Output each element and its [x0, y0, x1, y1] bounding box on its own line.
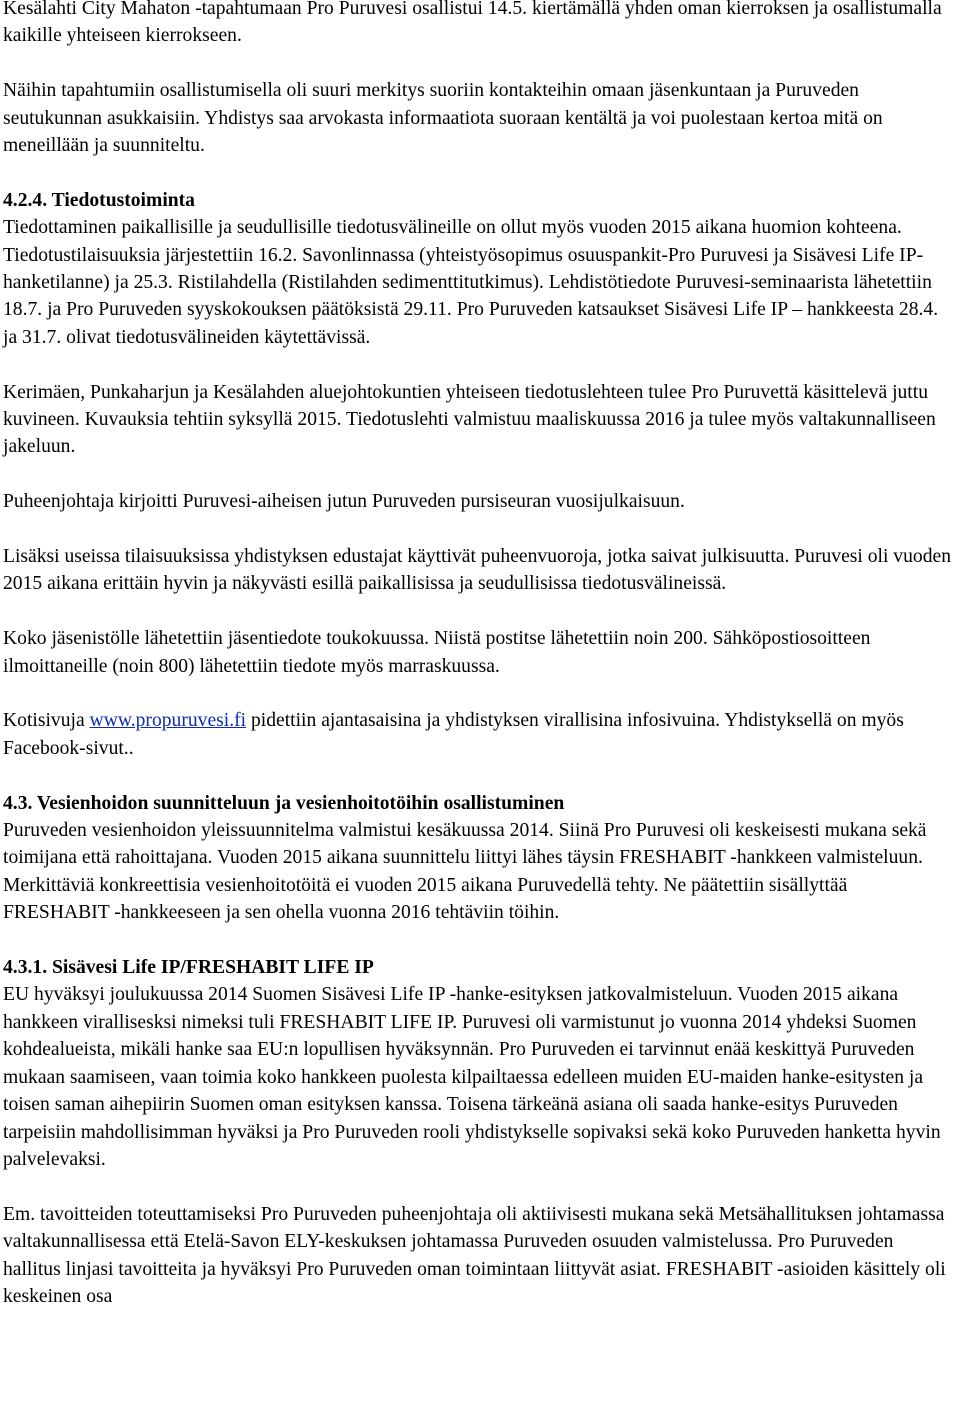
website-link[interactable]: www.propuruvesi.fi: [89, 710, 247, 732]
website-text-before: Kotisivuja: [3, 710, 90, 732]
paragraph-freshabit-preparation: Em. tavoitteiden toteuttamiseksi Pro Puruveden puheenjohtaja oli aktiivisesti mukana sekä Metsähallituksen johtamassa valtakunnallisessa että Etelä-Savon ELY-keskuksen johtamassa Puruveden osuuden valmistelussa. Pro Puruveden hallitus linjasi tavoitteita ja hyväksyi Pro Puruveden oman toimintaan liittyvät asiat. FRESHABIT -asioiden käsittely oli keskeinen osa: [3, 1203, 946, 1307]
paragraph-press-events: Tiedottaminen paikallisille ja seudullisille tiedotusvälineille on ollut myös vuoden 2015 aikana huomion kohteena. Tiedotustilaisuuksia järjestettiin 16.2. Savonlinnassa (yhteistyösopimus osuuspankit-Pro Puruvesi ja Sisävesi Life IP-hanketilanne) ja 25.3. Ristilahdella (Ristilahden sedimenttitutkimus). Lehdistötiedote Puruvesi-seminaarista lähetettiin 18.7. ja Pro Puruveden syyskokouksen päätöksistä 29.11. Pro Puruveden katsaukset Sisävesi Life IP – hankkeesta 28.4. ja 31.7. olivat tiedotusvälineiden käytettävissä.: [3, 217, 939, 348]
paragraph-city-mahaton: Kesälahti City Mahaton -tapahtumaan Pro Puruvesi osallistui 14.5. kiertämällä yhden oman kierroksen ja osallistumalla kaikille yhteiseen kierrokseen.: [3, 0, 942, 47]
section-4-2-4: [3, 187, 955, 762]
section-4-3: [3, 790, 955, 927]
paragraph-event-significance: Näihin tapahtumiin osallistumisella oli suuri merkitys suoriin kontakteihin omaan jäsenkuntaan ja Puruveden seutukunnan asukkaisiin. Yhdistys saa arvokasta informaatiota suoraan kentältä ja voi puolestaan kertoa mitä on meneillään ja suunniteltu.: [3, 80, 883, 157]
section-heading-vesienhoito: 4.3. Vesienhoidon suunnitteluun ja vesienhoitotöihin osallistuminen: [3, 792, 565, 814]
section-heading-freshabit: 4.3.1. Sisävesi Life IP/FRESHABIT LIFE IP: [3, 957, 374, 979]
paragraph-newsletter: Kerimäen, Punkaharjun ja Kesälahden aluejohtokuntien yhteiseen tiedotuslehteen tulee Pro Puruvettä käsittelevä juttu kuvineen. Kuvauksia tehtiin syksyllä 2015. Tiedotuslehti valmistuu maaliskuussa 2016 ja tulee myös valtakunnalliseen jakeluun.: [3, 381, 936, 458]
section-4-3-1: [3, 954, 955, 1310]
paragraph-freshabit-approval: EU hyväksyi joulukuussa 2014 Suomen Sisävesi Life IP -hanke-esityksen jatkovalmisteluun. Vuoden 2015 aikana hankkeen virallisesksi nimeksi tuli FRESHABIT LIFE IP. Puruvesi oli varmistunut jo vuonna 2014 yhdeksi Suomen kohdealueista, mikäli hanke saa EU:n lopullisen hyväksynnän. Pro Puruveden ei tarvinnut enää keskittyä Puruveden mukaan saamiseen, vaan toimia koko hankkeen puolesta kilpailtaessa edelleen muiden EU-maiden hanke-esitysten ja toisen saman aihepiirin Suomen oman esityksen kanssa. Toisena tärkeänä asiana oli saada hanke-esitys Puruveden tarpeisiin mahdollisimman hyväksi ja Pro Puruveden rooli yhdistykselle sopivaksi sekä koko Puruveden hanketta hyvin palvelevaksi.: [3, 984, 941, 1170]
paragraph-chairman-article: Puheenjohtaja kirjoitti Puruvesi-aiheisen jutun Puruveden pursiseuran vuosijulkaisuun.: [3, 491, 685, 513]
document-page: [3, 0, 955, 1338]
paragraph-member-bulletin: Koko jäsenistölle lähetettiin jäsentiedote toukokuussa. Niistä postitse lähetettiin noin 200. Sähköpostiosoitteen ilmoittaneille (noin 800) lähetettiin tiedote myös marraskuussa.: [3, 628, 871, 677]
paragraph-publicity: Lisäksi useissa tilaisuuksissa yhdistyksen edustajat käyttivät puheenvuoroja, jotka saivat julkisuutta. Puruvesi oli vuoden 2015 aikana erittäin hyvin ja näkyvästi esillä paikallisissa ja seudullisissa tiedotusvälineissä.: [3, 546, 951, 595]
paragraph-water-management-plan: Puruveden vesienhoidon yleissuunnitelma valmistui kesäkuussa 2014. Siinä Pro Puruvesi oli keskeisesti mukana sekä toimijana että rahoittajana. Vuoden 2015 aikana suunnittelu liittyi lähes täysin FRESHABIT -hankkeen valmisteluun. Merkittäviä konkreettisia vesienhoitotöitä ei vuoden 2015 aikana Puruvedellä tehty. Ne päätettiin sisällyttää FRESHABIT -hankkeeseen ja sen ohella vuonna 2016 tehtäviin töihin.: [3, 820, 927, 924]
website-text-after: pidettiin ajantasaisina ja yhdistyksen virallisina infosivuina. Yhdistyksellä on myös Facebook-sivut..: [3, 710, 904, 759]
section-heading-tiedotustoiminta: 4.2.4. Tiedotustoiminta: [3, 189, 195, 211]
paragraph-website: [3, 707, 955, 762]
